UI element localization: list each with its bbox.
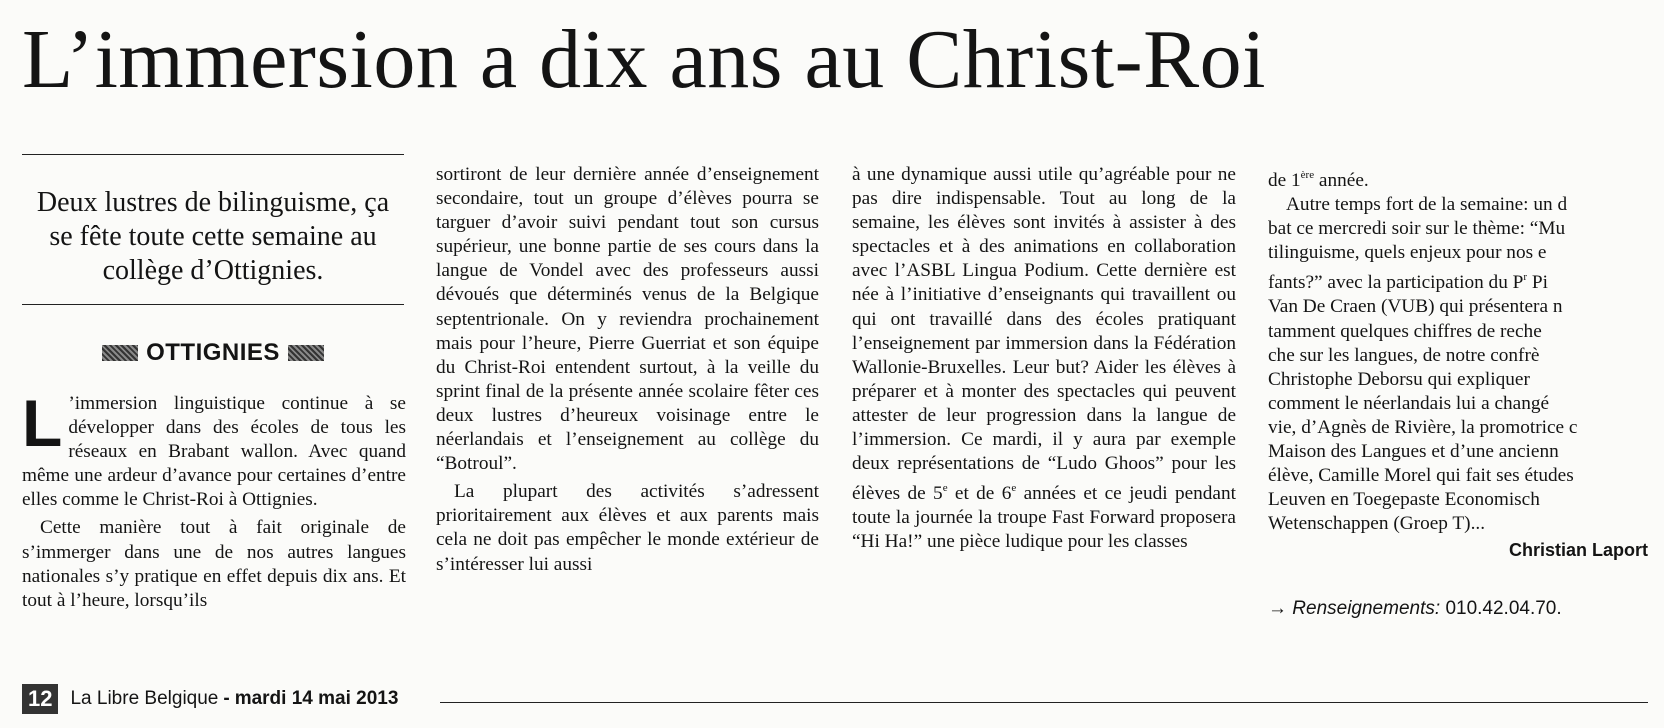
chapo-bottom-rule xyxy=(22,304,404,305)
location-text: OTTIGNIES xyxy=(146,339,280,366)
article-title: L’immersion a dix ans au Christ-Roi xyxy=(22,13,1266,106)
text-line: Leuven en Toegepaste Economisch xyxy=(1268,489,1540,511)
column-4 xyxy=(1268,163,1648,563)
column-1 xyxy=(22,386,406,613)
superscript: e xyxy=(942,482,948,495)
location-label xyxy=(22,338,404,368)
text-line: Christophe Deborsu qui expliquer xyxy=(1268,368,1530,390)
article-chapo: Deux lustres de bilinguisme, ça se fête toute cette semaine au collège d’Ottignies. xyxy=(36,187,390,286)
text-line: Autre temps fort de la semaine: un d xyxy=(1286,194,1568,216)
location-bar-right xyxy=(288,345,324,361)
paragraph-text: ’immersion linguistique continue à se développer dans des écoles de tous les réseaux en Brabant wallon. Avec quand même une ardeur d’avance pour certaines d’entre elles comme le Christ-Roi à Ottignies. xyxy=(22,393,406,511)
publication-date: mardi 14 mai 2013 xyxy=(234,688,399,709)
paragraph-text: années et ce jeudi pendant toute la journée la troupe Fast Forward proposera “Hi Ha!” une pièce ludique pour les classes xyxy=(852,483,1236,553)
column-2 xyxy=(436,163,819,577)
info-line xyxy=(1268,598,1562,620)
footer-separator: - xyxy=(223,688,230,709)
text-line: Maison des Langues et d’une ancienn xyxy=(1268,441,1559,463)
publication-name: La Libre Belgique xyxy=(70,688,219,709)
text-line: élève, Camille Morel qui fait ses études xyxy=(1268,465,1574,487)
info-phone: 010.42.04.70. xyxy=(1445,598,1562,619)
text-line: che sur les langues, de notre confrè xyxy=(1268,344,1540,366)
text-line: tamment quelques chiffres de reche xyxy=(1268,320,1542,342)
footer-rule xyxy=(440,702,1648,703)
info-label: Renseignements: xyxy=(1292,598,1441,619)
page-number: 12 xyxy=(22,684,58,714)
dropcap: L xyxy=(22,386,63,460)
superscript: ère xyxy=(1300,169,1315,181)
author-signature: Christian Laport xyxy=(1508,540,1648,561)
chapo-top-rule xyxy=(22,154,404,155)
text-line: tilinguisme, quels enjeux pour nos e xyxy=(1268,242,1547,264)
superscript: e xyxy=(1011,482,1017,495)
text-line: bat ce mercredi soir sur le thème: “Mu xyxy=(1268,218,1566,240)
arrow-icon: → xyxy=(1268,598,1287,619)
paragraph-text: à une dynamique aussi utile qu’agréable pour ne pas dire indispensable. Tout au long de la semaine, les élèves sont invités à assister à des spectacles et à des animations en collaboration avec l’ASBL Lingua Podium. Cette dernière est née à l’initiative d’enseignants qui travaillent ou qui ont travaillé dans des écoles pratiquant l’enseignement par immersion dans la Fédération Wallonie-Bruxelles. Leur but? Aider les élèves à préparer et à monter des spectacles qui peuvent attester de leur progression dans la langue de l’immersion. Ce mardi, il y aura par exemple deux représentations de “Ludo Ghoos” pour les élèves de 5 xyxy=(852,164,1236,505)
column-3 xyxy=(852,163,1236,555)
text-line: Wetenschappen (Groep T)... xyxy=(1268,513,1486,535)
text-line: de 1ère année. xyxy=(1268,169,1369,191)
text-line: fants?” avec la participation du $P^r$ Pi xyxy=(1268,271,1548,294)
text-line: comment le néerlandais lui a changé xyxy=(1268,392,1550,414)
paragraph: Cette manière tout à fait originale de s’immerger dans une de nos autres langues nationales s’y pratique en effet depuis dix ans. Et tout à l’heure, lorsqu’ils xyxy=(22,517,406,611)
paragraph-text: et de 6 xyxy=(947,483,1012,505)
paragraph xyxy=(22,386,406,512)
superscript: r xyxy=(1523,271,1528,284)
text-line: vie, d’Agnès de Rivière, la promotrice c xyxy=(1268,416,1578,438)
page-footer xyxy=(22,682,398,716)
paragraph xyxy=(852,163,1236,555)
paragraph: La plupart des activités s’adressent prioritairement aux élèves et aux parents mais cela ne doit pas empêcher le monde extérieur de s’intéresser lui aussi xyxy=(436,481,819,575)
paragraph: sortiront de leur dernière année d’enseignement secondaire, tout un groupe d’élèves pourra se targuer d’avoir suivi pendant tout son cursus supérieur, une bonne partie de ses cours dans la langue de Vondel avec des professeurs aussi dévoués que déterminés venus de la Belgique septentrionale. On y reviendra prochainement mais pour l’heure, Pierre Guerriat et son équipe du Christ-Roi entendent surtout, à la veille du sprint final de la présente année scolaire fêter ces deux lustres d’heureux voisinage entre le néerlandais et l’enseignement au collège du “Botroul”. xyxy=(436,164,819,475)
location-bar-left xyxy=(102,345,138,361)
text-line: Van De Craen (VUB) qui présentera n xyxy=(1268,296,1563,318)
